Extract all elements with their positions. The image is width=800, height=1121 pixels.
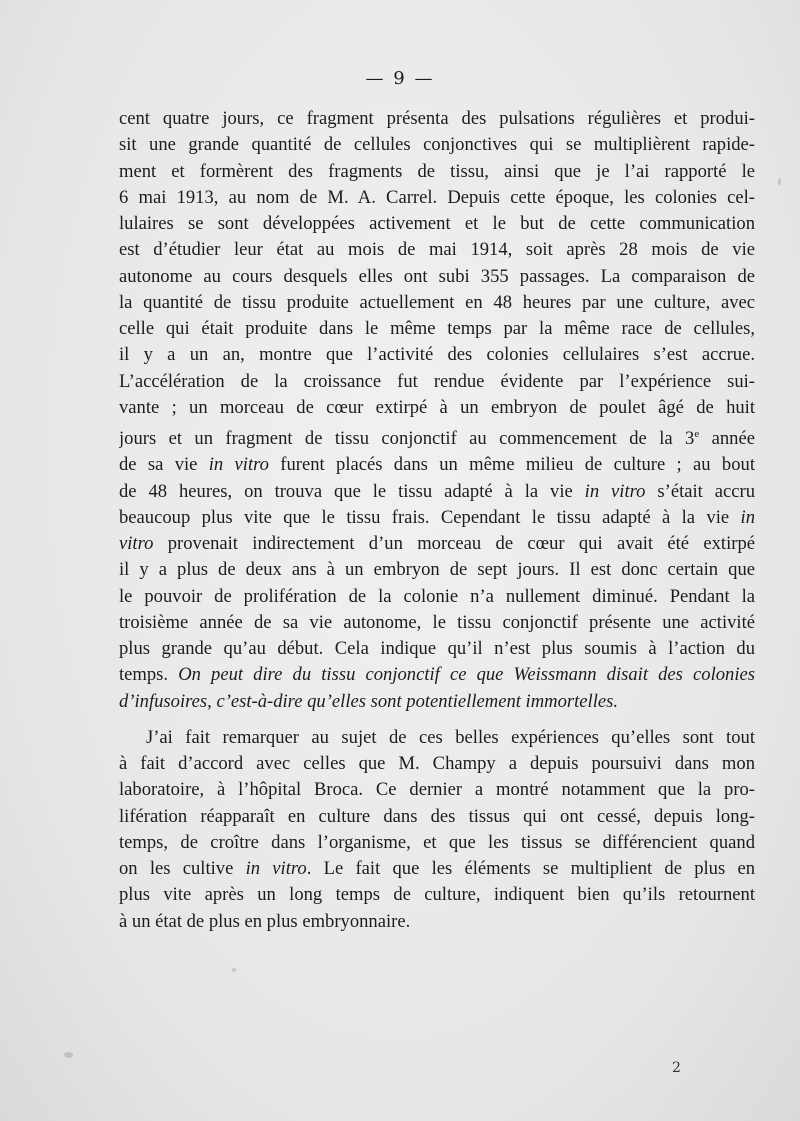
italic-text: in vitro <box>584 480 646 502</box>
text-line <box>119 505 755 531</box>
text-segment: troisième année de sa vie autonome, le tissu conjonctif présente une activité <box>119 611 755 633</box>
text-segment: il y a plus de deux ans à un embryon de sept jours. Il est donc certain que <box>119 559 755 581</box>
text-line <box>119 395 755 421</box>
text-line <box>119 584 755 610</box>
text-line <box>119 290 755 316</box>
text-line <box>119 132 755 158</box>
italic-text: in <box>740 506 755 528</box>
page-number: — 9 — <box>365 68 435 89</box>
text-segment: ment et formèrent des fragments de tissu, ainsi que je l’ai rapporté le <box>119 160 755 182</box>
text-segment: de sa vie <box>119 454 209 476</box>
text-line <box>119 479 755 505</box>
text-segment: autonome au cours desquels elles ont subi 355 passages. La comparaison de <box>119 265 755 287</box>
text-segment: est d’étudier leur état au mois de mai 1914, soit après 28 mois de vie <box>119 239 755 261</box>
text-segment: s’était accru <box>645 480 755 502</box>
text-segment: temps, de croître dans l’organisme, et que les tissus se différencient quand <box>119 831 755 853</box>
text-line <box>119 777 755 803</box>
text-line <box>119 159 755 185</box>
text-segment: à fait d’accord avec celles que M. Champy a depuis poursuivi dans mon <box>119 753 755 775</box>
italic-text: On peut dire du tissu conjonctif ce que Weissmann disait des colonies <box>178 664 755 686</box>
text-segment: temps. <box>119 664 179 686</box>
signature-mark: 2 <box>672 1060 681 1076</box>
text-line <box>119 421 755 452</box>
text-line <box>119 369 755 395</box>
paper-speck <box>232 968 236 972</box>
text-segment: plus vite après un long temps de culture, indiquent bien qu’ils retournent <box>119 884 755 906</box>
text-line <box>119 610 755 636</box>
text-line <box>119 856 755 882</box>
text-segment: lifération réapparaît en culture dans des tissus qui ont cessé, depuis long- <box>119 805 755 827</box>
text-segment: vante ; un morceau de cœur extirpé à un embryon de poulet âgé de huit <box>119 396 755 418</box>
text-line <box>119 909 755 935</box>
text-segment: on les cultive <box>119 858 246 880</box>
text-segment: à un état de plus en plus embryonnaire. <box>119 910 411 932</box>
text-segment: lulaires se sont développées activement et le but de cette communication <box>119 213 755 234</box>
paragraph-1 <box>119 106 755 715</box>
italic-text: vitro <box>119 533 154 555</box>
text-segment: de 48 heures, on trouva que le tissu adapté à la vie <box>119 480 585 502</box>
text-line <box>119 452 755 478</box>
paragraph-2 <box>119 725 755 935</box>
body-text <box>119 106 755 935</box>
text-segment: 6 mai 1913, au nom de M. A. Carrel. Depuis cette époque, les colonies cel- <box>119 186 755 208</box>
text-line <box>119 804 755 830</box>
text-line <box>119 662 755 688</box>
text-line <box>119 830 755 856</box>
text-segment: jours et un fragment de tissu conjonctif au commencement de la 3 <box>119 428 695 450</box>
text-line <box>119 725 755 751</box>
text-line <box>119 689 755 715</box>
text-segment: provenait indirectement d’un morceau de cœur qui avait été extirpé <box>153 533 755 555</box>
text-line <box>119 185 755 211</box>
text-line <box>119 882 755 908</box>
text-line <box>119 264 755 290</box>
italic-text: in vitro <box>245 858 307 880</box>
text-segment: furent placés dans un même milieu de culture ; au bout <box>268 454 755 476</box>
italic-text: d’infusoires, c’est-à-dire qu’elles sont potentiellement immortelles. <box>119 690 618 712</box>
text-line <box>119 316 755 342</box>
text-segment: J’ai fait remarquer au sujet de ces belles expériences qu’elles sont tout <box>146 726 755 748</box>
text-line <box>119 557 755 583</box>
text-segment: laboratoire, à l’hôpital Broca. Ce dernier a montré notamment que la pro- <box>119 779 755 801</box>
superscript-text: e <box>694 428 700 440</box>
text-segment: la quantité de tissu produite actuellement en 48 heures par une culture, avec <box>119 291 755 313</box>
text-segment: le pouvoir de prolifération de la colonie n’a nullement diminué. Pendant la <box>119 585 755 607</box>
text-line <box>119 106 755 132</box>
text-segment: année <box>699 428 755 450</box>
text-line <box>119 636 755 662</box>
text-segment: plus grande qu’au début. Cela indique qu’il n’est plus soumis à l’action du <box>119 638 755 660</box>
text-segment: L’accélération de la croissance fut rendue évidente par l’expérience sui- <box>119 370 755 392</box>
paper-speck <box>778 178 781 186</box>
text-line <box>119 211 755 237</box>
text-line <box>119 751 755 777</box>
paper-speck <box>64 1052 73 1058</box>
text-line <box>119 531 755 557</box>
text-line <box>119 342 755 368</box>
text-segment: beaucoup plus vite que le tissu frais. Cependant le tissu adapté à la vie <box>119 506 741 528</box>
text-segment: il y a un an, montre que l’activité des colonies cellulaires s’est accrue. <box>119 344 755 366</box>
text-line <box>119 237 755 263</box>
text-segment: celle qui était produite dans le même temps par la même race de cellules, <box>119 318 755 339</box>
italic-text: in vitro <box>208 454 269 476</box>
text-segment: . Le fait que les éléments se multiplient de plus en <box>306 858 755 880</box>
text-segment: cent quatre jours, ce fragment présenta des pulsations régulières et produi- <box>119 108 755 129</box>
text-segment: sit une grande quantité de cellules conjonctives qui se multiplièrent rapide- <box>119 134 755 156</box>
